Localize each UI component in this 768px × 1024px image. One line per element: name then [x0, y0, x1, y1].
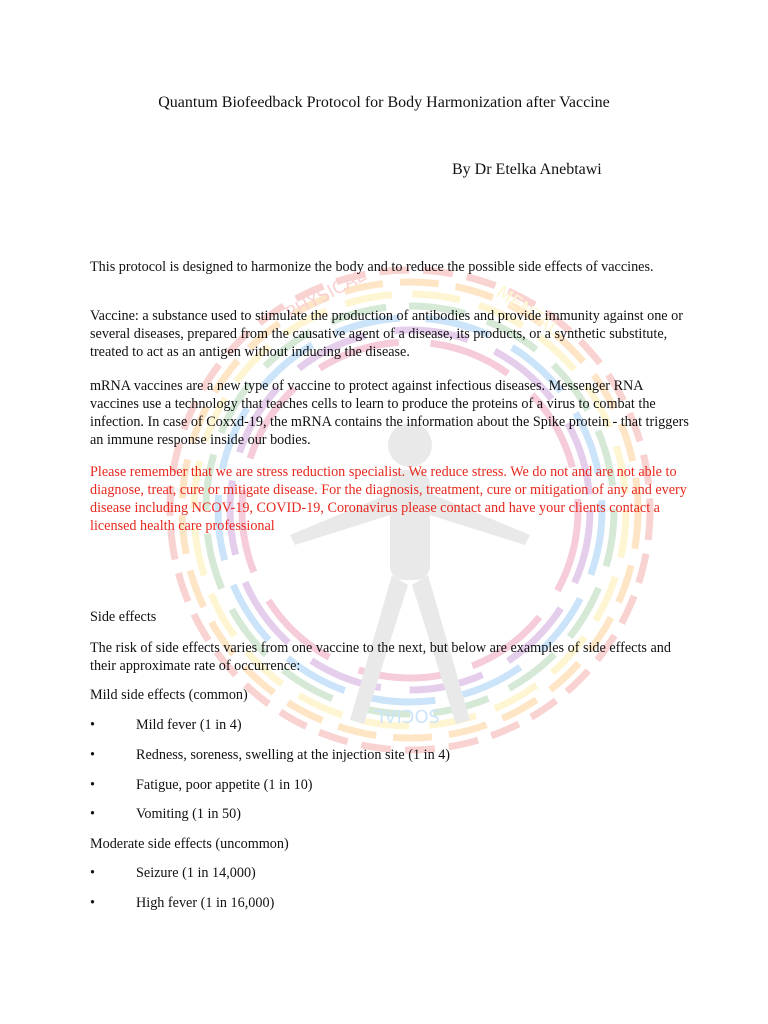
list-item-text: Fatigue, poor appetite (1 in 10) [136, 777, 313, 793]
disclaimer-paragraph [90, 463, 690, 535]
list-item-text: High fever (1 in 16,000) [136, 895, 275, 911]
list-item-text: Redness, soreness, swelling at the injection site (1 in 4) [136, 747, 451, 763]
bullet-marker: • [90, 747, 95, 763]
document-author: By Dr Etelka Anebtawi [452, 161, 602, 178]
list-item [90, 716, 242, 734]
bullet-marker: • [90, 777, 95, 793]
moderate-side-effects-heading: Moderate side effects (uncommon) [90, 836, 289, 852]
list-item [90, 894, 274, 912]
list-item-text: Vomiting (1 in 50) [136, 806, 241, 822]
list-item [90, 805, 241, 823]
watermark-word-physical: PHYSICAL [282, 265, 370, 325]
mrna-text: mRNA vaccines are a new type of vaccine to protect against infectious diseases. Messenger RNA vaccines use a technology that teaches cells to learn to produce the proteins of a virus to combat the infection. In case of Coxxd-19, the mRNA contains the information about the Spike protein - that triggers an immune response inside our bodies. [90, 378, 689, 448]
vaccine-definition-text: Vaccine: a substance used to stimulate the production of antibodies and provide immunity against one or several diseases, prepared from the causative agent of a disease, its products, or a synthetic substitute, treated to act as an antigen without inducing the disease. [90, 308, 683, 360]
bullet-marker: • [90, 865, 95, 881]
mild-side-effects-heading: Mild side effects (common) [90, 687, 248, 703]
side-effects-heading: Side effects [90, 609, 157, 625]
disclaimer-text: Please remember that we are stress reduction specialist. We reduce stress. We do not and are not able to diagnose, treat, cure or mitigate disease. For the diagnosis, treatment, cure or mitigation of any and every disease including NCOV-19, COVID-19, Coronavirus please contact and have your clients contact a licensed health care professional [90, 464, 687, 534]
document-title: Quantum Biofeedback Protocol for Body Harmonization after Vaccine [158, 94, 610, 111]
side-effects-intro-text: The risk of side effects varies from one vaccine to the next, but below are examples of side effects and their approximate rate of occurrence: [90, 640, 671, 674]
bullet-marker: • [90, 717, 95, 733]
list-item [90, 776, 313, 794]
list-item-text: Seizure (1 in 14,000) [136, 865, 256, 881]
intro-text: This protocol is designed to harmonize the body and to reduce the possible side effects of vaccines. [90, 259, 654, 275]
list-item [90, 864, 256, 882]
side-effects-intro [90, 639, 690, 675]
watermark-word-mental: MENTAL [492, 281, 564, 341]
bullet-marker: • [90, 895, 95, 911]
list-item [90, 746, 450, 764]
bullet-marker: • [90, 806, 95, 822]
intro-paragraph [90, 258, 690, 276]
mrna-paragraph [90, 377, 690, 449]
vaccine-definition-paragraph [90, 307, 690, 361]
list-item-text: Mild fever (1 in 4) [136, 717, 242, 733]
watermark-word-social: SOCIAL [374, 705, 440, 726]
